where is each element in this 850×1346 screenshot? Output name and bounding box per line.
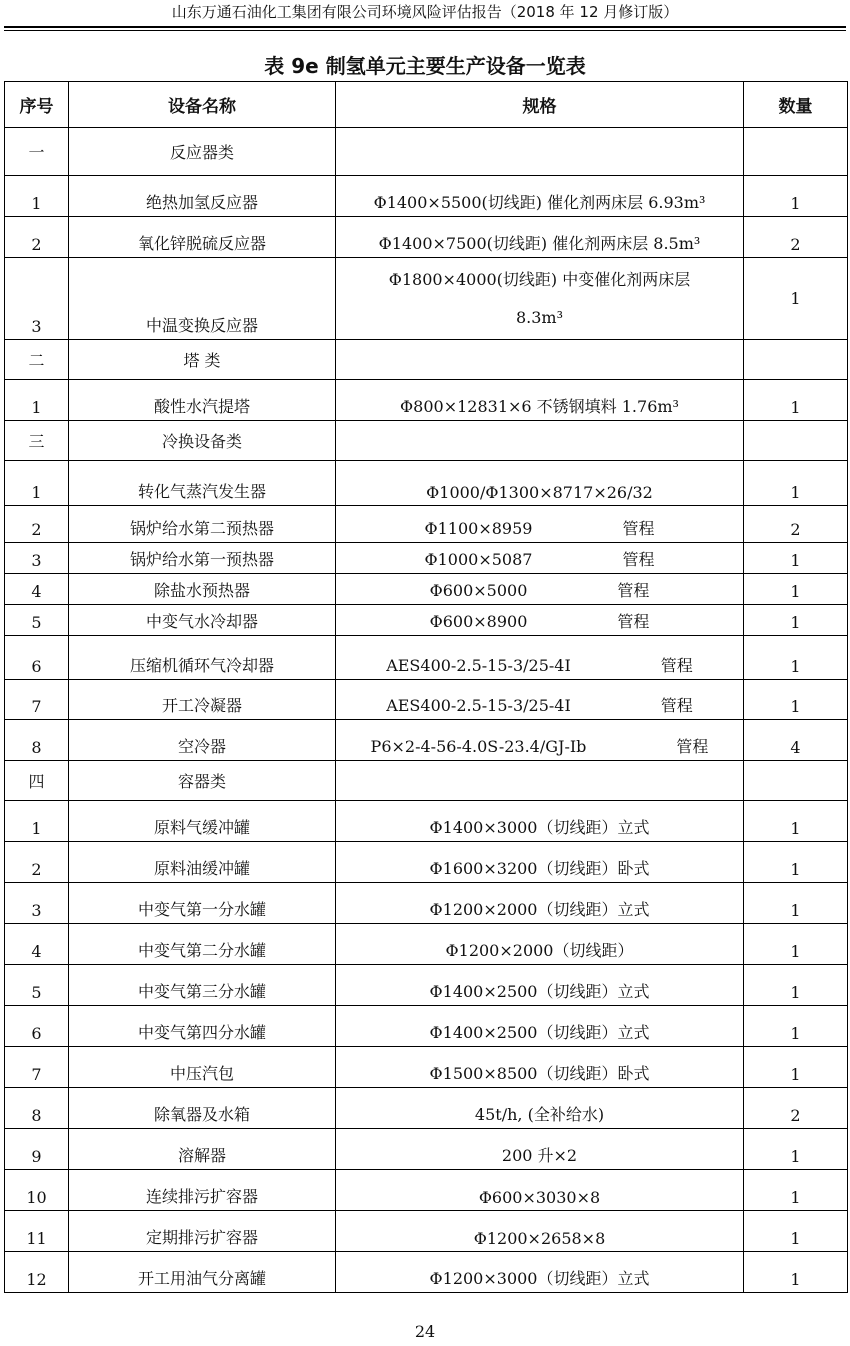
cell-name: 塔 类 xyxy=(69,340,336,380)
cell-name: 绝热加氢反应器 xyxy=(69,176,336,217)
cell-name: 原料气缓冲罐 xyxy=(69,801,336,842)
cell-name: 原料油缓冲罐 xyxy=(69,842,336,883)
cell-name: 中变气第一分水罐 xyxy=(69,883,336,924)
cell-spec xyxy=(336,128,744,176)
cell-qty: 1 xyxy=(744,680,848,720)
cell-name: 氧化锌脱硫反应器 xyxy=(69,217,336,258)
spec-tube-side: 管程 xyxy=(622,519,655,538)
cell-name: 开工用油气分离罐 xyxy=(69,1252,336,1293)
cell-spec: Φ1400×3000（切线距）立式 xyxy=(336,801,744,842)
table-row xyxy=(5,543,848,574)
spec-tube-side: 管程 xyxy=(622,550,655,569)
table-header-row xyxy=(5,82,848,128)
table-row xyxy=(5,1252,848,1293)
cell-no: 4 xyxy=(5,574,69,605)
cell-no: 5 xyxy=(5,605,69,636)
table-title: 表 9e 制氢单元主要生产设备一览表 xyxy=(264,54,586,78)
cell-spec: 200 升×2 xyxy=(336,1129,744,1170)
cell-qty: 1 xyxy=(744,883,848,924)
table-row xyxy=(5,217,848,258)
table-row xyxy=(5,1088,848,1129)
cell-no: 6 xyxy=(5,636,69,680)
cell-name: 中变气第四分水罐 xyxy=(69,1006,336,1047)
table-row xyxy=(5,883,848,924)
spec-tube-side: 管程 xyxy=(660,656,693,675)
cell-name: 转化气蒸汽发生器 xyxy=(69,461,336,506)
cell-name: 除氧器及水箱 xyxy=(69,1088,336,1129)
cell-name: 反应器类 xyxy=(69,128,336,176)
cell-name: 开工冷凝器 xyxy=(69,680,336,720)
cell-name: 中压汽包 xyxy=(69,1047,336,1088)
cell-no: 3 xyxy=(5,258,69,340)
cell-spec: Φ600×3030×8 xyxy=(336,1170,744,1211)
cell-spec: Φ1200×2000（切线距） xyxy=(336,924,744,965)
cell-no: 8 xyxy=(5,1088,69,1129)
spec-text: P6×2-4-56-4.0S-23.4/GJ-Ib xyxy=(370,737,587,756)
cell-qty xyxy=(744,340,848,380)
header-spec: 规格 xyxy=(336,82,744,128)
table-row xyxy=(5,461,848,506)
cell-qty xyxy=(744,128,848,176)
spec-text: AES400-2.5-15-3/25-4I xyxy=(386,696,571,715)
cell-spec: Φ1200×2000（切线距）立式 xyxy=(336,883,744,924)
table-row xyxy=(5,1129,848,1170)
cell-name: 酸性水汽提塔 xyxy=(69,380,336,421)
cell-no: 1 xyxy=(5,801,69,842)
cell-spec xyxy=(336,506,744,543)
cell-spec: Φ1600×3200（切线距）卧式 xyxy=(336,842,744,883)
spec-text: Φ600×8900 xyxy=(429,612,528,631)
cell-no: 4 xyxy=(5,924,69,965)
cell-name: 连续排污扩容器 xyxy=(69,1170,336,1211)
cell-qty: 2 xyxy=(744,506,848,543)
cell-qty: 1 xyxy=(744,636,848,680)
spec-line: Φ1800×4000(切线距) 中变催化剂两床层 xyxy=(388,269,691,289)
cell-qty xyxy=(744,761,848,801)
cell-name: 中变气第三分水罐 xyxy=(69,965,336,1006)
header-rule xyxy=(4,26,846,28)
cell-no: 3 xyxy=(5,883,69,924)
cell-no: 11 xyxy=(5,1211,69,1252)
cell-spec: Φ1400×5500(切线距) 催化剂两床层 6.93m³ xyxy=(336,176,744,217)
cell-qty: 1 xyxy=(744,1047,848,1088)
table-row xyxy=(5,574,848,605)
cell-name: 空冷器 xyxy=(69,720,336,761)
cell-name: 压缩机循环气冷却器 xyxy=(69,636,336,680)
cell-qty: 4 xyxy=(744,720,848,761)
spec-tube-side: 管程 xyxy=(660,696,693,715)
cell-no: 6 xyxy=(5,1006,69,1047)
cell-spec: Φ1500×8500（切线距）卧式 xyxy=(336,1047,744,1088)
cell-no: 12 xyxy=(5,1252,69,1293)
cell-spec: Φ1200×2658×8 xyxy=(336,1211,744,1252)
cell-name: 除盐水预热器 xyxy=(69,574,336,605)
table-row xyxy=(5,1047,848,1088)
cell-name: 冷换设备类 xyxy=(69,421,336,461)
cell-no: 三 xyxy=(5,421,69,461)
table-row xyxy=(5,258,848,340)
cell-no: 7 xyxy=(5,680,69,720)
cell-name: 中变气水冷却器 xyxy=(69,605,336,636)
cell-name: 溶解器 xyxy=(69,1129,336,1170)
cell-no: 一 xyxy=(5,128,69,176)
cell-name: 定期排污扩容器 xyxy=(69,1211,336,1252)
cell-qty: 1 xyxy=(744,965,848,1006)
spec-tube-side: 管程 xyxy=(617,581,650,600)
spec-tube-side: 管程 xyxy=(676,737,709,756)
cell-spec: 45t/h, (全补给水) xyxy=(336,1088,744,1129)
cell-spec xyxy=(336,680,744,720)
cell-qty: 1 xyxy=(744,1006,848,1047)
cell-spec xyxy=(336,258,744,340)
cell-qty: 1 xyxy=(744,1170,848,1211)
table-row xyxy=(5,801,848,842)
cell-no: 10 xyxy=(5,1170,69,1211)
table-row xyxy=(5,761,848,801)
header-no: 序号 xyxy=(5,82,69,128)
cell-spec: Φ1000/Φ1300×8717×26/32 xyxy=(336,461,744,506)
cell-spec xyxy=(336,574,744,605)
cell-spec xyxy=(336,720,744,761)
cell-qty: 1 xyxy=(744,801,848,842)
cell-qty: 1 xyxy=(744,574,848,605)
cell-no: 8 xyxy=(5,720,69,761)
table-row xyxy=(5,1006,848,1047)
table-row xyxy=(5,176,848,217)
cell-no: 9 xyxy=(5,1129,69,1170)
cell-qty xyxy=(744,421,848,461)
spec-text: Φ1000×5087 xyxy=(424,550,533,569)
cell-no: 2 xyxy=(5,842,69,883)
cell-no: 四 xyxy=(5,761,69,801)
cell-qty: 1 xyxy=(744,924,848,965)
cell-no: 5 xyxy=(5,965,69,1006)
cell-qty: 1 xyxy=(744,1211,848,1252)
cell-name: 锅炉给水第二预热器 xyxy=(69,506,336,543)
cell-no: 3 xyxy=(5,543,69,574)
cell-no: 2 xyxy=(5,217,69,258)
cell-qty: 1 xyxy=(744,1252,848,1293)
table-row xyxy=(5,842,848,883)
cell-spec xyxy=(336,421,744,461)
table-row xyxy=(5,421,848,461)
cell-qty: 2 xyxy=(744,217,848,258)
cell-spec xyxy=(336,605,744,636)
table-row xyxy=(5,128,848,176)
cell-qty: 1 xyxy=(744,176,848,217)
cell-no: 2 xyxy=(5,506,69,543)
cell-no: 1 xyxy=(5,461,69,506)
cell-spec: Φ800×12831×6 不锈钢填料 1.76m³ xyxy=(336,380,744,421)
spec-text: AES400-2.5-15-3/25-4I xyxy=(386,656,571,675)
cell-qty: 1 xyxy=(744,461,848,506)
table-row xyxy=(5,720,848,761)
table-row xyxy=(5,965,848,1006)
table-row xyxy=(5,1170,848,1211)
cell-spec: Φ1400×7500(切线距) 催化剂两床层 8.5m³ xyxy=(336,217,744,258)
cell-spec xyxy=(336,761,744,801)
table-row xyxy=(5,636,848,680)
cell-qty: 1 xyxy=(744,543,848,574)
cell-no: 7 xyxy=(5,1047,69,1088)
cell-no: 1 xyxy=(5,176,69,217)
table-row xyxy=(5,1211,848,1252)
cell-spec xyxy=(336,340,744,380)
cell-qty: 1 xyxy=(744,842,848,883)
cell-qty: 1 xyxy=(744,258,848,340)
cell-spec xyxy=(336,636,744,680)
table-row xyxy=(5,506,848,543)
cell-spec xyxy=(336,543,744,574)
header-rule-thin xyxy=(4,30,846,31)
cell-name: 中温变换反应器 xyxy=(69,258,336,340)
header-name: 设备名称 xyxy=(69,82,336,128)
cell-qty: 1 xyxy=(744,605,848,636)
table-row xyxy=(5,605,848,636)
cell-qty: 2 xyxy=(744,1088,848,1129)
cell-qty: 1 xyxy=(744,380,848,421)
table-row xyxy=(5,340,848,380)
cell-no: 二 xyxy=(5,340,69,380)
page-number: 24 xyxy=(414,1322,436,1341)
table-row xyxy=(5,680,848,720)
cell-name: 容器类 xyxy=(69,761,336,801)
page-header: 山东万通石油化工集团有限公司环境风险评估报告（2018 年 12 月修订版） xyxy=(171,3,679,21)
cell-spec: Φ1400×2500（切线距）立式 xyxy=(336,1006,744,1047)
spec-text: Φ600×5000 xyxy=(429,581,528,600)
cell-qty: 1 xyxy=(744,1129,848,1170)
spec-text: Φ1100×8959 xyxy=(424,519,533,538)
equipment-table xyxy=(4,81,848,1293)
table-row xyxy=(5,924,848,965)
cell-name: 锅炉给水第一预热器 xyxy=(69,543,336,574)
header-qty: 数量 xyxy=(744,82,848,128)
cell-spec: Φ1400×2500（切线距）立式 xyxy=(336,965,744,1006)
cell-spec: Φ1200×3000（切线距）立式 xyxy=(336,1252,744,1293)
cell-name: 中变气第二分水罐 xyxy=(69,924,336,965)
cell-no: 1 xyxy=(5,380,69,421)
spec-line: 8.3m³ xyxy=(515,307,564,327)
spec-tube-side: 管程 xyxy=(617,612,650,631)
table-row xyxy=(5,380,848,421)
